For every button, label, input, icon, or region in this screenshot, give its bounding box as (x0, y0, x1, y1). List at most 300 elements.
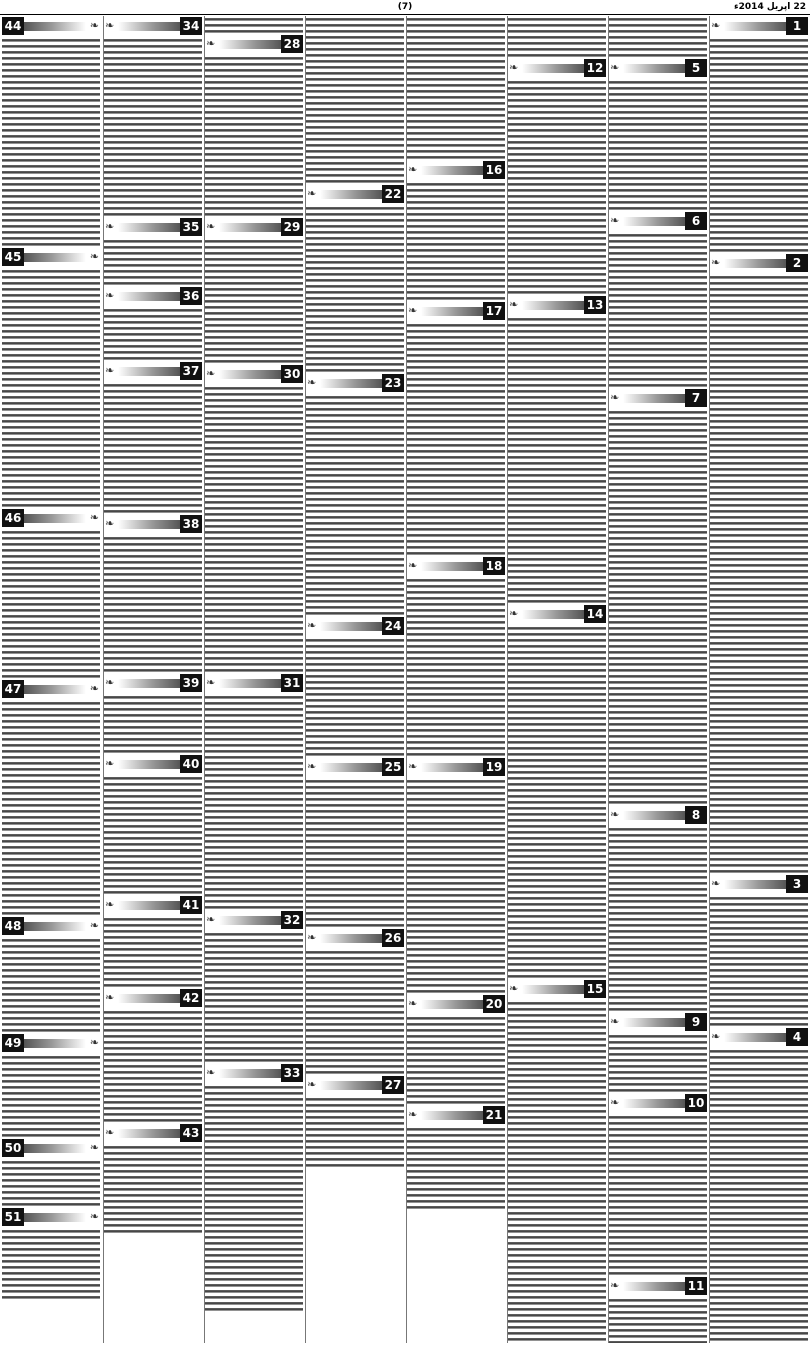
article-item (205, 673, 303, 910)
bird-icon: ❧ (509, 982, 519, 995)
bird-icon: ❧ (89, 919, 99, 932)
article-item (407, 994, 505, 1105)
bird-icon: ❧ (89, 1210, 99, 1223)
article-number: 35 (180, 218, 202, 236)
article-number: 33 (281, 1064, 303, 1082)
header-gradient-bar (24, 22, 86, 31)
header-gradient-bar (24, 1039, 86, 1048)
bird-icon: ❧ (105, 364, 115, 377)
header-gradient-bar (320, 379, 382, 388)
article-item (508, 295, 606, 604)
article-header (306, 929, 404, 947)
article-item (407, 556, 505, 757)
column-4 (406, 16, 505, 1343)
bird-icon: ❧ (89, 250, 99, 263)
article-header (205, 218, 303, 236)
article-number: 28 (281, 35, 303, 53)
article-text-block (710, 274, 808, 874)
article-number: 24 (382, 617, 404, 635)
article-number: 14 (584, 605, 606, 623)
article-number: 16 (483, 161, 505, 179)
article-text-block (407, 1126, 505, 1210)
article-header (710, 875, 808, 893)
article-text-block (104, 1009, 202, 1123)
bird-icon: ❧ (105, 220, 115, 233)
header-gradient-bar (421, 1000, 483, 1009)
bird-icon: ❧ (509, 607, 519, 620)
article-item (306, 616, 404, 757)
article-header (407, 557, 505, 575)
header-gradient-bar (24, 514, 86, 523)
article-item (2, 1033, 100, 1138)
article-number: 17 (483, 302, 505, 320)
article-text-block (205, 694, 303, 910)
header-gradient-bar (118, 1129, 180, 1138)
article-text-block (104, 775, 202, 895)
article-item (205, 34, 303, 217)
article-number: 51 (2, 1208, 24, 1226)
article-item (2, 916, 100, 1033)
article-item (2, 508, 100, 679)
bird-icon: ❧ (711, 877, 721, 890)
bird-icon: ❧ (105, 289, 115, 302)
article-text-block (2, 1159, 100, 1207)
column-7 (103, 16, 202, 1343)
column-1 (709, 16, 808, 1343)
article-item (407, 757, 505, 994)
article-header (407, 161, 505, 179)
article-header (609, 59, 707, 77)
header-gradient-bar (219, 370, 281, 379)
article-text-block (508, 316, 606, 604)
article-number: 39 (180, 674, 202, 692)
article-header (104, 515, 202, 533)
article-header (104, 362, 202, 380)
bird-icon: ❧ (711, 256, 721, 269)
header-gradient-bar (623, 394, 685, 403)
article-number: 50 (2, 1139, 24, 1157)
article-number: 42 (180, 989, 202, 1007)
bird-icon: ❧ (408, 997, 418, 1010)
article-header (2, 1139, 100, 1157)
article-text-block (306, 637, 404, 757)
header-gradient-bar (421, 763, 483, 772)
bird-icon: ❧ (610, 1096, 620, 1109)
article-header (104, 674, 202, 692)
header-gradient-bar (219, 1069, 281, 1078)
bird-icon: ❧ (89, 682, 99, 695)
article-text-block (205, 238, 303, 364)
bird-icon: ❧ (105, 1126, 115, 1139)
bird-icon: ❧ (307, 376, 317, 389)
article-header (104, 989, 202, 1007)
column-2 (608, 16, 707, 1343)
header-gradient-bar (623, 1282, 685, 1291)
header-gradient-bar (522, 301, 584, 310)
article-text-block (2, 529, 100, 679)
article-item (407, 1105, 505, 1210)
article-item (609, 1276, 707, 1343)
article-number: 29 (281, 218, 303, 236)
article-text-block (407, 322, 505, 556)
bird-icon: ❧ (307, 619, 317, 632)
article-text-block (710, 1048, 808, 1343)
article-item (508, 979, 606, 1343)
article-text-block (407, 1015, 505, 1105)
article-header (2, 680, 100, 698)
page-number: (7) (397, 2, 413, 12)
article-number: 18 (483, 557, 505, 575)
article-text-block (609, 1297, 707, 1343)
article-item (2, 247, 100, 508)
article-text-block (2, 1054, 100, 1138)
article-header (104, 896, 202, 914)
article-number: 13 (584, 296, 606, 314)
article-item (104, 361, 202, 514)
article-number: 1 (786, 17, 808, 35)
article-header (407, 995, 505, 1013)
article-text-block (609, 232, 707, 388)
article-item (104, 988, 202, 1123)
article-number: 45 (2, 248, 24, 266)
article-text-block (104, 238, 202, 286)
article-header (205, 1064, 303, 1082)
article-text-block (104, 535, 202, 673)
article-item (306, 928, 404, 1075)
article-number: 37 (180, 362, 202, 380)
bird-icon: ❧ (105, 517, 115, 530)
article-text-block (104, 694, 202, 754)
article-text-block (205, 931, 303, 1063)
article-header (306, 374, 404, 392)
article-number: 11 (685, 1277, 707, 1295)
article-item (306, 1075, 404, 1168)
bird-icon: ❧ (206, 676, 216, 689)
column-3 (507, 16, 606, 1343)
article-header (306, 617, 404, 635)
article-text-block (306, 778, 404, 928)
article-header (104, 17, 202, 35)
article-item (508, 16, 606, 58)
article-number: 48 (2, 917, 24, 935)
article-header (2, 509, 100, 527)
article-item (104, 16, 202, 217)
article-item (508, 604, 606, 979)
column-5 (305, 16, 404, 1343)
article-number: 41 (180, 896, 202, 914)
article-item (609, 1093, 707, 1276)
article-header (710, 17, 808, 35)
article-header (104, 218, 202, 236)
article-header (2, 248, 100, 266)
article-header (609, 1013, 707, 1031)
article-text-block (306, 949, 404, 1075)
header-gradient-bar (24, 922, 86, 931)
header-gradient-bar (219, 223, 281, 232)
article-text-block (407, 778, 505, 994)
article-text-block (306, 394, 404, 616)
article-number: 30 (281, 365, 303, 383)
article-header (2, 17, 100, 35)
article-number: 36 (180, 287, 202, 305)
article-header (205, 35, 303, 53)
article-item (407, 16, 505, 160)
article-text-block (2, 937, 100, 1033)
bird-icon: ❧ (307, 760, 317, 773)
article-text-block (306, 205, 404, 373)
header-gradient-bar (320, 1081, 382, 1090)
article-item (710, 253, 808, 874)
article-header (508, 605, 606, 623)
article-number: 43 (180, 1124, 202, 1142)
article-number: 5 (685, 59, 707, 77)
bird-icon: ❧ (206, 913, 216, 926)
article-number: 25 (382, 758, 404, 776)
bird-icon: ❧ (509, 61, 519, 74)
article-number: 44 (2, 17, 24, 35)
header-gradient-bar (24, 253, 86, 262)
bird-icon: ❧ (89, 19, 99, 32)
article-item (2, 1138, 100, 1207)
article-item (407, 160, 505, 301)
header-gradient-bar (522, 610, 584, 619)
bird-icon: ❧ (105, 991, 115, 1004)
article-text-block (407, 16, 505, 160)
article-text-block (609, 409, 707, 805)
article-text-block (2, 700, 100, 916)
article-number: 47 (2, 680, 24, 698)
header-gradient-bar (320, 622, 382, 631)
article-number: 10 (685, 1094, 707, 1112)
page-header (0, 0, 810, 15)
article-number: 40 (180, 755, 202, 773)
bird-icon: ❧ (610, 391, 620, 404)
article-text-block (609, 1114, 707, 1276)
article-number: 6 (685, 212, 707, 230)
article-number: 22 (382, 185, 404, 203)
header-gradient-bar (623, 217, 685, 226)
article-item (306, 373, 404, 616)
bird-icon: ❧ (89, 1141, 99, 1154)
header-gradient-bar (320, 763, 382, 772)
header-gradient-bar (421, 1111, 483, 1120)
article-item (104, 217, 202, 286)
article-number: 12 (584, 59, 606, 77)
article-number: 31 (281, 674, 303, 692)
header-gradient-bar (24, 1144, 86, 1153)
article-number: 20 (483, 995, 505, 1013)
article-text-block (2, 37, 100, 247)
header-gradient-bar (522, 985, 584, 994)
header-gradient-bar (219, 679, 281, 688)
header-gradient-bar (320, 190, 382, 199)
article-number: 21 (483, 1106, 505, 1124)
bird-icon: ❧ (105, 19, 115, 32)
article-header (2, 917, 100, 935)
header-gradient-bar (118, 22, 180, 31)
article-item (2, 16, 100, 247)
article-number: 46 (2, 509, 24, 527)
article-text-block (205, 385, 303, 673)
article-header (306, 758, 404, 776)
bird-icon: ❧ (408, 760, 418, 773)
bird-icon: ❧ (307, 187, 317, 200)
article-header (609, 806, 707, 824)
article-item (609, 388, 707, 805)
article-text-block (407, 577, 505, 757)
article-header (609, 389, 707, 407)
article-header (2, 1208, 100, 1226)
article-number: 27 (382, 1076, 404, 1094)
article-number: 23 (382, 374, 404, 392)
bird-icon: ❧ (105, 676, 115, 689)
header-gradient-bar (219, 40, 281, 49)
article-header (104, 287, 202, 305)
bird-icon: ❧ (408, 1108, 418, 1121)
article-header (104, 755, 202, 773)
bird-icon: ❧ (89, 511, 99, 524)
header-gradient-bar (421, 166, 483, 175)
article-item (407, 301, 505, 556)
article-item (104, 514, 202, 673)
header-gradient-bar (522, 64, 584, 73)
article-number: 9 (685, 1013, 707, 1031)
article-header (508, 980, 606, 998)
article-item (205, 910, 303, 1063)
article-item (205, 217, 303, 364)
article-item (104, 1123, 202, 1234)
header-gradient-bar (118, 760, 180, 769)
article-number: 49 (2, 1034, 24, 1052)
article-text-block (609, 79, 707, 211)
article-text-block (104, 382, 202, 514)
article-text-block (104, 37, 202, 217)
article-text-block (508, 79, 606, 295)
article-item (205, 16, 303, 34)
header-gradient-bar (118, 679, 180, 688)
header-gradient-bar (724, 1033, 786, 1042)
article-number: 26 (382, 929, 404, 947)
bird-icon: ❧ (610, 1279, 620, 1292)
bird-icon: ❧ (105, 757, 115, 770)
bird-icon: ❧ (610, 1015, 620, 1028)
bird-icon: ❧ (610, 214, 620, 227)
article-item (609, 211, 707, 388)
header-gradient-bar (421, 562, 483, 571)
bird-icon: ❧ (610, 808, 620, 821)
article-item (609, 1012, 707, 1093)
bird-icon: ❧ (206, 1066, 216, 1079)
header-gradient-bar (724, 259, 786, 268)
article-text-block (508, 1000, 606, 1343)
article-text-block (710, 895, 808, 1027)
article-text-block (508, 625, 606, 979)
article-header (407, 758, 505, 776)
article-header (205, 911, 303, 929)
article-text-block (407, 181, 505, 301)
article-text-block (306, 16, 404, 184)
article-header (609, 212, 707, 230)
bird-icon: ❧ (509, 298, 519, 311)
article-header (710, 1028, 808, 1046)
column-6 (204, 16, 303, 1343)
header-gradient-bar (118, 520, 180, 529)
article-number: 3 (786, 875, 808, 893)
bird-icon: ❧ (206, 220, 216, 233)
header-gradient-bar (118, 994, 180, 1003)
article-number: 32 (281, 911, 303, 929)
issue-date: 22 اپریل 2014ء (734, 2, 806, 12)
article-number: 8 (685, 806, 707, 824)
header-gradient-bar (623, 1018, 685, 1027)
bird-icon: ❧ (610, 61, 620, 74)
bird-icon: ❧ (408, 304, 418, 317)
article-item (609, 16, 707, 58)
article-item (306, 757, 404, 928)
article-header (407, 1106, 505, 1124)
article-header (205, 674, 303, 692)
header-gradient-bar (623, 1099, 685, 1108)
bird-icon: ❧ (408, 559, 418, 572)
header-gradient-bar (24, 685, 86, 694)
bird-icon: ❧ (105, 898, 115, 911)
article-text-block (2, 268, 100, 508)
article-text-block (104, 1144, 202, 1234)
article-text-block (609, 1033, 707, 1093)
bird-icon: ❧ (711, 19, 721, 32)
article-text-block (104, 916, 202, 988)
article-item (104, 754, 202, 895)
header-gradient-bar (623, 811, 685, 820)
article-text-block (104, 307, 202, 361)
header-gradient-bar (219, 916, 281, 925)
article-text-block (205, 1084, 303, 1312)
header-gradient-bar (118, 367, 180, 376)
article-header (2, 1034, 100, 1052)
article-item (710, 16, 808, 253)
article-item (104, 895, 202, 988)
article-text-block (205, 16, 303, 34)
header-gradient-bar (724, 880, 786, 889)
header-gradient-bar (118, 223, 180, 232)
article-header (407, 302, 505, 320)
article-header (306, 1076, 404, 1094)
article-item (609, 805, 707, 1012)
article-number: 4 (786, 1028, 808, 1046)
article-header (508, 296, 606, 314)
header-gradient-bar (623, 64, 685, 73)
article-item (710, 874, 808, 1027)
article-number: 38 (180, 515, 202, 533)
header-gradient-bar (24, 1213, 86, 1222)
article-header (306, 185, 404, 203)
column-8 (2, 16, 100, 1343)
article-number: 34 (180, 17, 202, 35)
bird-icon: ❧ (307, 931, 317, 944)
article-header (508, 59, 606, 77)
bird-icon: ❧ (408, 163, 418, 176)
article-text-block (609, 16, 707, 58)
header-gradient-bar (118, 901, 180, 910)
article-header (609, 1277, 707, 1295)
header-gradient-bar (118, 292, 180, 301)
article-text-block (2, 1228, 100, 1300)
article-header (710, 254, 808, 272)
article-header (609, 1094, 707, 1112)
article-item (2, 679, 100, 916)
header-gradient-bar (421, 307, 483, 316)
article-number: 2 (786, 254, 808, 272)
